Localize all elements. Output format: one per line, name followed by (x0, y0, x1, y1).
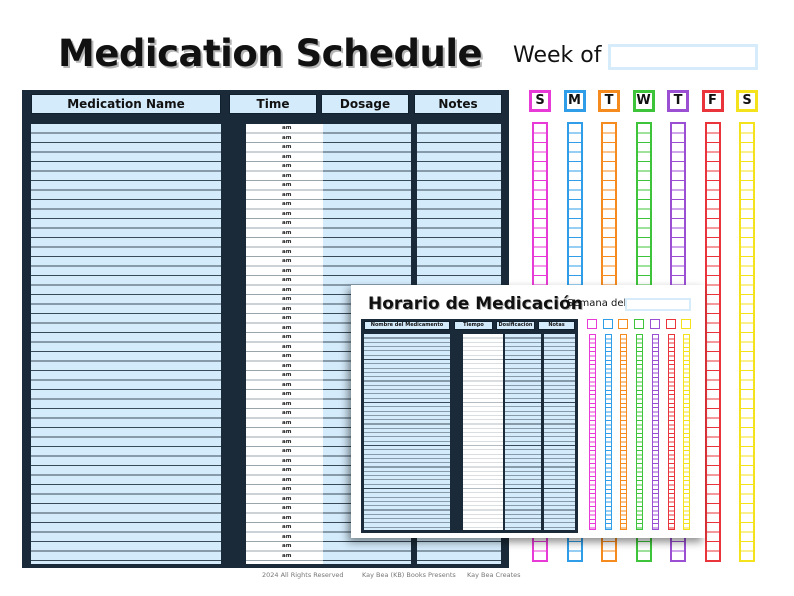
spanish-day-column (650, 319, 660, 329)
medication-name-column[interactable] (31, 124, 221, 564)
am-label: am (282, 353, 292, 359)
day-letter: W (633, 90, 655, 112)
am-label: am (282, 144, 292, 150)
am-label: am (282, 210, 292, 217)
spanish-day-box (634, 319, 644, 329)
am-label: am (282, 305, 292, 312)
spanish-day-column (634, 319, 644, 329)
spanish-day-box (650, 319, 660, 329)
spanish-day-column (603, 319, 613, 329)
am-label: am (282, 362, 292, 369)
am-label: am (282, 457, 292, 464)
am-label: am (282, 248, 292, 255)
footer-publisher: Kay Bea (KB) Books Presents (362, 571, 456, 579)
am-label: am (282, 201, 292, 207)
spanish-medication-table (361, 319, 578, 533)
am-label: am (282, 334, 292, 340)
spanish-day-box (666, 319, 676, 329)
am-label: am (282, 324, 292, 331)
week-of-label: Week of (513, 43, 602, 68)
am-label: am (282, 514, 292, 521)
am-label: am (282, 476, 292, 483)
day-column (633, 90, 655, 112)
footer-creator: Kay Bea Creates (467, 571, 521, 579)
day-checkbox-column[interactable] (705, 122, 721, 562)
spanish-day-column (666, 319, 676, 329)
spanish-header-dosage: Dosificación (496, 321, 535, 330)
am-label: am (282, 229, 292, 236)
header-time: Time (229, 94, 317, 114)
spanish-version-preview (351, 285, 705, 538)
header-dosage: Dosage (321, 94, 409, 114)
spanish-day-track (589, 334, 596, 530)
spanish-day-box (681, 319, 691, 329)
am-label: am (282, 315, 292, 321)
am-label: am (282, 391, 292, 397)
am-label: am (282, 410, 292, 416)
day-column (667, 90, 689, 112)
day-checkbox-column[interactable] (739, 122, 755, 562)
am-label: am (282, 524, 292, 530)
am-label: am (282, 296, 292, 302)
spanish-day-track (652, 334, 659, 530)
spanish-day-track (605, 334, 612, 530)
am-label: am (282, 533, 292, 540)
week-of-field[interactable] (608, 44, 758, 70)
spanish-day-track (620, 334, 627, 530)
page-title: Medication Schedule (58, 32, 483, 75)
header-notes: Notes (414, 94, 502, 114)
am-label: am (282, 381, 292, 388)
am-label: am (282, 429, 292, 435)
spanish-week-label: Semana del (567, 298, 627, 309)
spanish-day-box (603, 319, 613, 329)
am-label: am (282, 467, 292, 473)
day-letter: T (667, 90, 689, 112)
header-medication-name: Medication Name (31, 94, 221, 114)
am-label: am (282, 552, 292, 559)
day-letter: S (736, 90, 758, 112)
spanish-week-field (625, 298, 691, 311)
day-column (564, 90, 586, 112)
am-label: am (282, 543, 292, 549)
spanish-day-column (587, 319, 597, 329)
am-label: am (282, 172, 292, 179)
spanish-day-box (587, 319, 597, 329)
spanish-day-track (636, 334, 643, 530)
spanish-notes-column (544, 334, 575, 530)
am-label: am (282, 419, 292, 426)
am-label: am (282, 239, 292, 245)
am-label: am (282, 153, 292, 160)
am-label: am (282, 486, 292, 492)
am-label: am (282, 438, 292, 445)
am-label: am (282, 448, 292, 454)
am-label: am (282, 286, 292, 293)
am-label: am (282, 343, 292, 350)
am-label: am (282, 182, 292, 188)
am-label: am (282, 191, 292, 198)
am-label: am (282, 400, 292, 407)
am-label: am (282, 258, 292, 264)
spanish-day-column (618, 319, 628, 329)
am-label: am (282, 372, 292, 378)
spanish-time-column (463, 334, 503, 530)
day-column (598, 90, 620, 112)
day-letter: S (529, 90, 551, 112)
spanish-day-track (668, 334, 675, 530)
day-column (529, 90, 551, 112)
am-label: am (282, 495, 292, 502)
day-column (702, 90, 724, 112)
spanish-header-time: Tiempo (454, 321, 493, 330)
spanish-title: Horario de Medicación (368, 294, 583, 314)
day-letter: M (564, 90, 586, 112)
day-column (736, 90, 758, 112)
day-letter: F (702, 90, 724, 112)
am-label: am (282, 134, 292, 141)
footer-copyright: 2024 All Rights Reserved (262, 571, 344, 579)
day-letter: T (598, 90, 620, 112)
spanish-day-track (683, 334, 690, 530)
am-label: am (282, 125, 292, 131)
am-label: am (282, 220, 292, 226)
spanish-header-notes: Notas (538, 321, 575, 330)
spanish-day-box (618, 319, 628, 329)
spanish-header-name: Nombre del Medicamento (364, 321, 450, 330)
am-label: am (282, 505, 292, 511)
spanish-day-column (681, 319, 691, 329)
am-label: am (282, 267, 292, 274)
spanish-name-column (364, 334, 450, 530)
spanish-dosage-column (505, 334, 541, 530)
am-label: am (282, 277, 292, 283)
am-label: am (282, 163, 292, 169)
